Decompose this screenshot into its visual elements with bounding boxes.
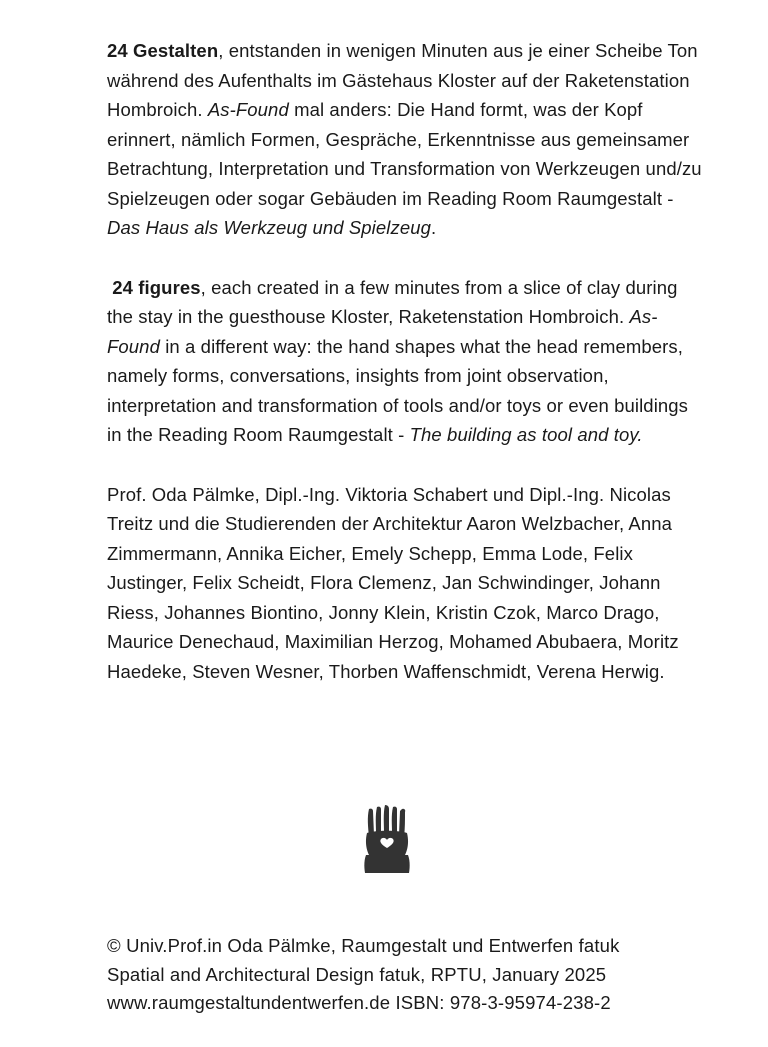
german-paragraph	[107, 36, 707, 243]
credits-paragraph: Prof. Oda Pälmke, Dipl.-Ing. Viktoria Schabert und Dipl.-Ing. Nicolas Treitz und die Studierenden der Architektur Aaron Welzbacher, Anna Zimmermann, Annika Eicher, Emely Schepp, Emma Lode, Felix Justinger, Felix Scheidt, Flora Clemenz, Jan Schwindinger, Johann Riess, Johannes Biontino, Jonny Klein, Kristin Czok, Marco Drago, Maurice Denechaud, Maximilian Herzog, Mohamed Abubaera, Moritz Haedeke, Steven Wesner, Thorben Waffenschmidt, Verena Herwig.	[107, 483, 679, 682]
english-paragraph	[107, 273, 707, 450]
copyright-line: © Univ.Prof.in Oda Pälmke, Raumgestalt und Entwerfen fatuk	[107, 935, 620, 956]
english-text-1: , each created in a few minutes from a slice of clay during the stay in the guesthouse Kloster, Raketenstation Hombroich.	[107, 276, 678, 327]
german-text-1: , entstanden in wenigen Minuten aus je einer Scheibe Ton während des Aufenthalts im Gästehaus Kloster auf der Raketenstation Hombroich.	[107, 40, 698, 120]
colophon	[107, 932, 727, 1018]
english-italic-1: As-Found	[107, 306, 658, 357]
german-text-2: mal anders: Die Hand formt, was der Kopf erinnert, nämlich Formen, Gespräche, Erkenntnisse aus gemeinsamer Betrachtung, Interpretation und Transformation von Werkzeugen und/zu Spielzeugen oder sogar Gebäuden im Reading Room Raumgestalt -	[107, 99, 702, 209]
german-italic-1: As-Found	[207, 99, 289, 120]
english-text-2: in a different way: the hand shapes what the head remembers, namely forms, conversations, insights from joint observation, interpretation and transformation of tools and/or toys or even buildings in the Reading Room Raumgestalt -	[107, 335, 689, 445]
german-italic-2: Das Haus als Werkzeug und Spielzeug	[107, 217, 431, 238]
english-italic-2: The building as tool and toy.	[409, 424, 643, 445]
english-bold-lead: 24 figures	[112, 276, 201, 298]
german-text-3: .	[431, 217, 437, 238]
website-isbn-line: www.raumgestaltundentwerfen.de ISBN: 978-3-95974-238-2	[107, 992, 611, 1013]
clay-hand-figure-icon	[362, 805, 412, 873]
german-bold-lead: 24 Gestalten	[107, 40, 219, 61]
text-body	[107, 36, 707, 686]
publisher-line: Spatial and Architectural Design fatuk, RPTU, January 2025	[107, 963, 607, 985]
